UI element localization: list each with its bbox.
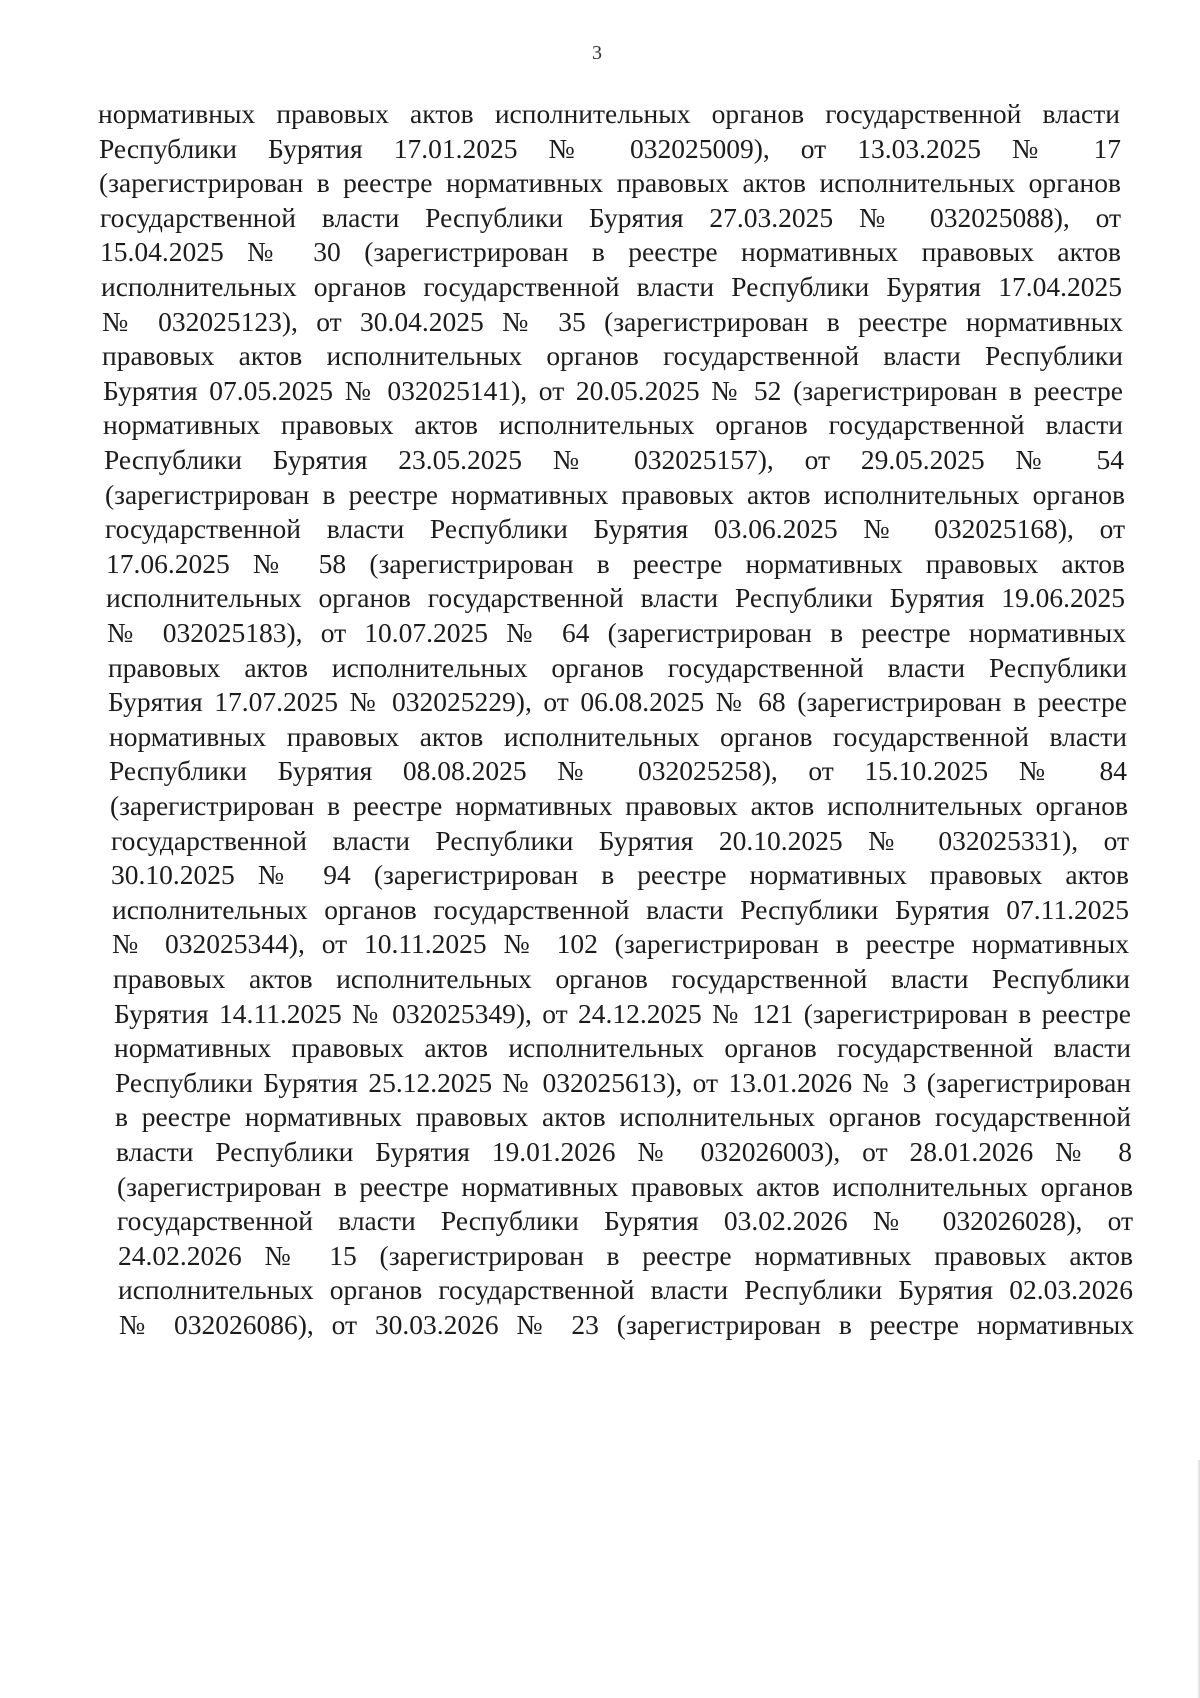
- text-line: правовых актов исполнительных органов государственной власти Республики: [113, 963, 1130, 994]
- text-line: нормативных правовых актов исполнительных органов государственной власти: [109, 721, 1127, 752]
- text-line: № 032025183), от 10.07.2025 № 64 (зарегистрирован в реестре нормативных: [107, 617, 1126, 648]
- text-line: № 032025344), от 10.11.2025 № 102 (зарегистрирован в реестре нормативных: [112, 928, 1129, 959]
- text-line: государственной власти Республики Бурятия 27.03.2025 № 032025088), от: [100, 202, 1121, 233]
- text-line: (зарегистрирован в реестре нормативных правовых актов исполнительных органов: [110, 790, 1128, 821]
- text-line: 24.02.2026 № 15 (зарегистрирован в реестре нормативных правовых актов: [118, 1240, 1133, 1271]
- text-line: государственной власти Республики Бурятия 03.06.2025 № 032025168), от: [105, 513, 1125, 544]
- text-line: исполнительных органов государственной власти Республики Бурятия 07.11.2025: [112, 894, 1129, 925]
- text-line: Бурятия 07.05.2025 № 032025141), от 20.05.2025 № 52 (зарегистрирован в реестре: [103, 375, 1123, 406]
- text-line: 15.04.2025 № 30 (зарегистрирован в реестре нормативных правовых актов: [100, 236, 1121, 267]
- text-line: нормативных правовых актов исполнительных органов государственной власти: [114, 1032, 1131, 1063]
- text-line: правовых актов исполнительных органов государственной власти Республики: [108, 652, 1127, 683]
- text-line: власти Республики Бурятия 19.01.2026 № 032026003), от 28.01.2026 № 8: [116, 1136, 1132, 1167]
- text-line: государственной власти Республики Бурятия 20.10.2025 № 032025331), от: [111, 825, 1129, 856]
- text-line: исполнительных органов государственной власти Республики Бурятия 02.03.2026: [118, 1274, 1133, 1305]
- text-line: № 032025123), от 30.04.2025 № 35 (зарегистрирован в реестре нормативных: [102, 306, 1123, 337]
- text-line: государственной власти Республики Бурятия 03.02.2026 № 032026028), от: [117, 1205, 1133, 1236]
- text-line: исполнительных органов государственной власти Республики Бурятия 17.04.2025: [101, 271, 1122, 302]
- text-line: Бурятия 14.11.2025 № 032025349), от 24.12.2025 № 121 (зарегистрирован в реестре: [114, 998, 1131, 1029]
- text-line: нормативных правовых актов исполнительных органов государственной власти: [98, 98, 1120, 129]
- text-line: Республики Бурятия 17.01.2025 № 032025009), от 13.03.2025 № 17: [99, 133, 1121, 164]
- text-line: (зарегистрирован в реестре нормативных правовых актов исполнительных органов: [99, 167, 1121, 198]
- text-line: Республики Бурятия 08.08.2025 № 032025258), от 15.10.2025 № 84: [109, 755, 1127, 786]
- text-line: исполнительных органов государственной власти Республики Бурятия 19.06.2025: [106, 582, 1125, 613]
- text-line: в реестре нормативных правовых актов исполнительных органов государственной: [115, 1101, 1131, 1132]
- text-line: правовых актов исполнительных органов государственной власти Республики: [102, 340, 1123, 371]
- text-line: (зарегистрирован в реестре нормативных правовых актов исполнительных органов: [105, 479, 1125, 510]
- text-line: 30.10.2025 № 94 (зарегистрирован в реестре нормативных правовых актов: [111, 859, 1129, 890]
- text-line: Республики Бурятия 25.12.2025 № 032025613), от 13.01.2026 № 3 (зарегистрирован: [115, 1067, 1131, 1098]
- text-line: нормативных правовых актов исполнительных органов государственной власти: [103, 409, 1123, 440]
- text-line: Республики Бурятия 23.05.2025 № 032025157), от 29.05.2025 № 54: [104, 444, 1124, 475]
- page-number: 3: [592, 42, 602, 64]
- text-line: Бурятия 17.07.2025 № 032025229), от 06.08.2025 № 68 (зарегистрирован в реестре: [108, 686, 1127, 717]
- text-line: 17.06.2025 № 58 (зарегистрирован в реестре нормативных правовых актов: [106, 548, 1125, 579]
- text-line: (зарегистрирован в реестре нормативных правовых актов исполнительных органов: [117, 1171, 1133, 1202]
- text-line: № 032026086), от 30.03.2026 № 23 (зарегистрирован в реестре нормативных: [119, 1309, 1134, 1340]
